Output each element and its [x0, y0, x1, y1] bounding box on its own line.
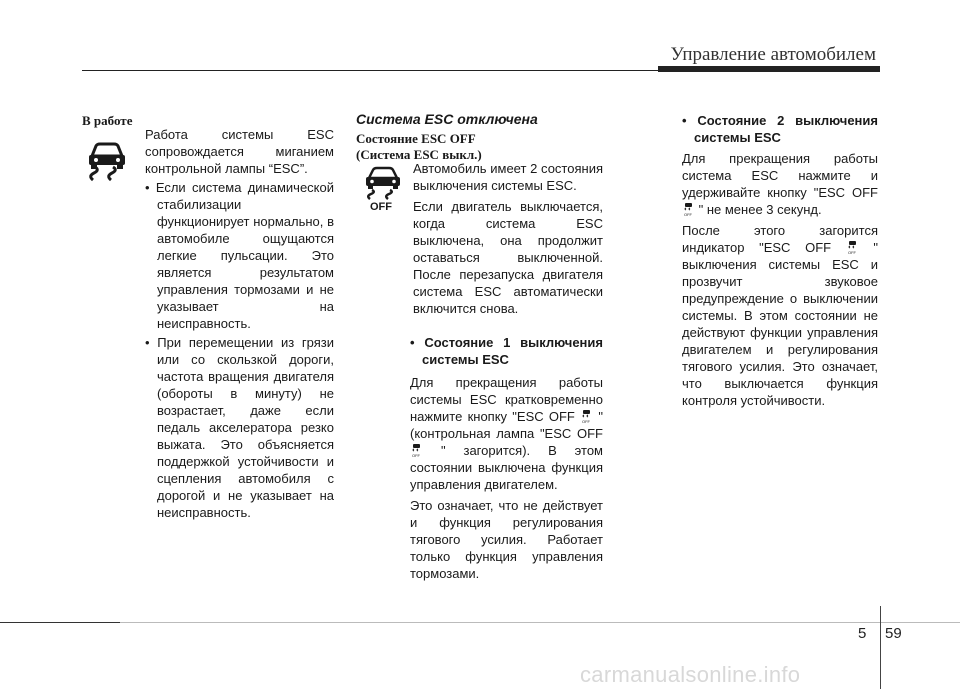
state2-title: • Состояние 2 выключения системы ESC	[682, 113, 878, 145]
header-rule	[82, 70, 658, 71]
state1-para-2: Это означает, что не действует и функция регулирования тягового усилия. Работает только функция управления тормозами.	[410, 498, 603, 581]
state2-para-1	[682, 150, 878, 218]
state1-text-c: " загорится). В этом состоянии выключена функция управления двигателем.	[410, 443, 603, 492]
col2-heading: Система ESC отключена	[356, 111, 538, 127]
col1-bullet-1: • Если система динамической стабилизации функционирует нормально, в автомобиле ощущаются легкие пульсации. Это является результатом управления тормозами и не указывает на неисправность.	[145, 180, 334, 331]
col1-bullet-2: • При перемещении из грязи или со скользкой дороги, частота вращения двигателя (обороты в минуту) не возрастает, даже если педаль акселератора резко выжата. Это объясняется поддержкой устойчивости и сцепления автомобиля с дорогой и не указывает на неисправность.	[145, 335, 334, 520]
col2-subheading-2: (Система ESC выкл.)	[356, 147, 482, 162]
col2-para-2: Если двигатель выключается, когда система ESC выключена, она продолжит оставаться выключенной. После перезапуска двигателя система ESC автоматически включится снова.	[413, 199, 603, 316]
section-title: Управление автомобилем	[670, 44, 876, 65]
header-rule-accent	[658, 66, 880, 72]
footer-rule	[0, 622, 960, 623]
watermark: carmanualsonline.info	[580, 662, 801, 687]
page-number-divider	[880, 606, 881, 689]
col1-intro: Работа системы ESC сопровождается миганием контрольной лампы “ESC”.	[145, 127, 334, 176]
chapter-number: 5	[858, 625, 867, 642]
esc-off-mini-icon	[847, 240, 858, 255]
esc-off-mini-icon	[581, 409, 592, 424]
state1-text-b: " (контрольная лампа "ESC OFF	[410, 409, 603, 441]
esc-off-icon	[358, 164, 408, 216]
svg-text:OFF: OFF	[684, 212, 692, 217]
col1-heading: В работе	[82, 113, 133, 128]
page-number: 59	[885, 625, 902, 642]
svg-text:OFF: OFF	[582, 419, 591, 424]
state2-text-a: Для прекращения работы система ESC нажмите и удерживайте кнопку "ESC OFF	[682, 151, 878, 200]
state2-text-c: После этого загорится индикатор "ESC OFF	[682, 223, 878, 255]
esc-off-mini-icon	[411, 443, 422, 458]
state2-text-b: " не менее 3 секунд.	[698, 202, 822, 217]
esc-off-mini-icon	[683, 202, 694, 217]
svg-text:OFF: OFF	[412, 453, 420, 458]
state1-text-a: Для прекращения работы системы ESC кратковременно нажмите кнопку "ESC OFF	[410, 375, 603, 424]
esc-skid-icon	[80, 134, 134, 182]
esc-off-icon-label: OFF	[370, 201, 392, 213]
footer-rule-accent	[0, 622, 120, 623]
col2-para-1: Автомобиль имеет 2 состояния выключения системы ESC.	[413, 161, 603, 193]
state2-para-2	[682, 222, 878, 409]
state1-title: • Состояние 1 выключения системы ESC	[410, 335, 603, 367]
col2-subheading-1: Состояние ESC OFF	[356, 131, 476, 146]
svg-text:OFF: OFF	[847, 250, 856, 255]
state1-para-1	[410, 374, 603, 493]
state2-text-d: " выключения системы ESC и прозвучит звуковое предупреждение о выключении системы. В этом состоянии не действуют функции управления двигателем и регулирования тягового усилия. Это означает, что выключается функция контроля устойчивости.	[682, 240, 878, 408]
